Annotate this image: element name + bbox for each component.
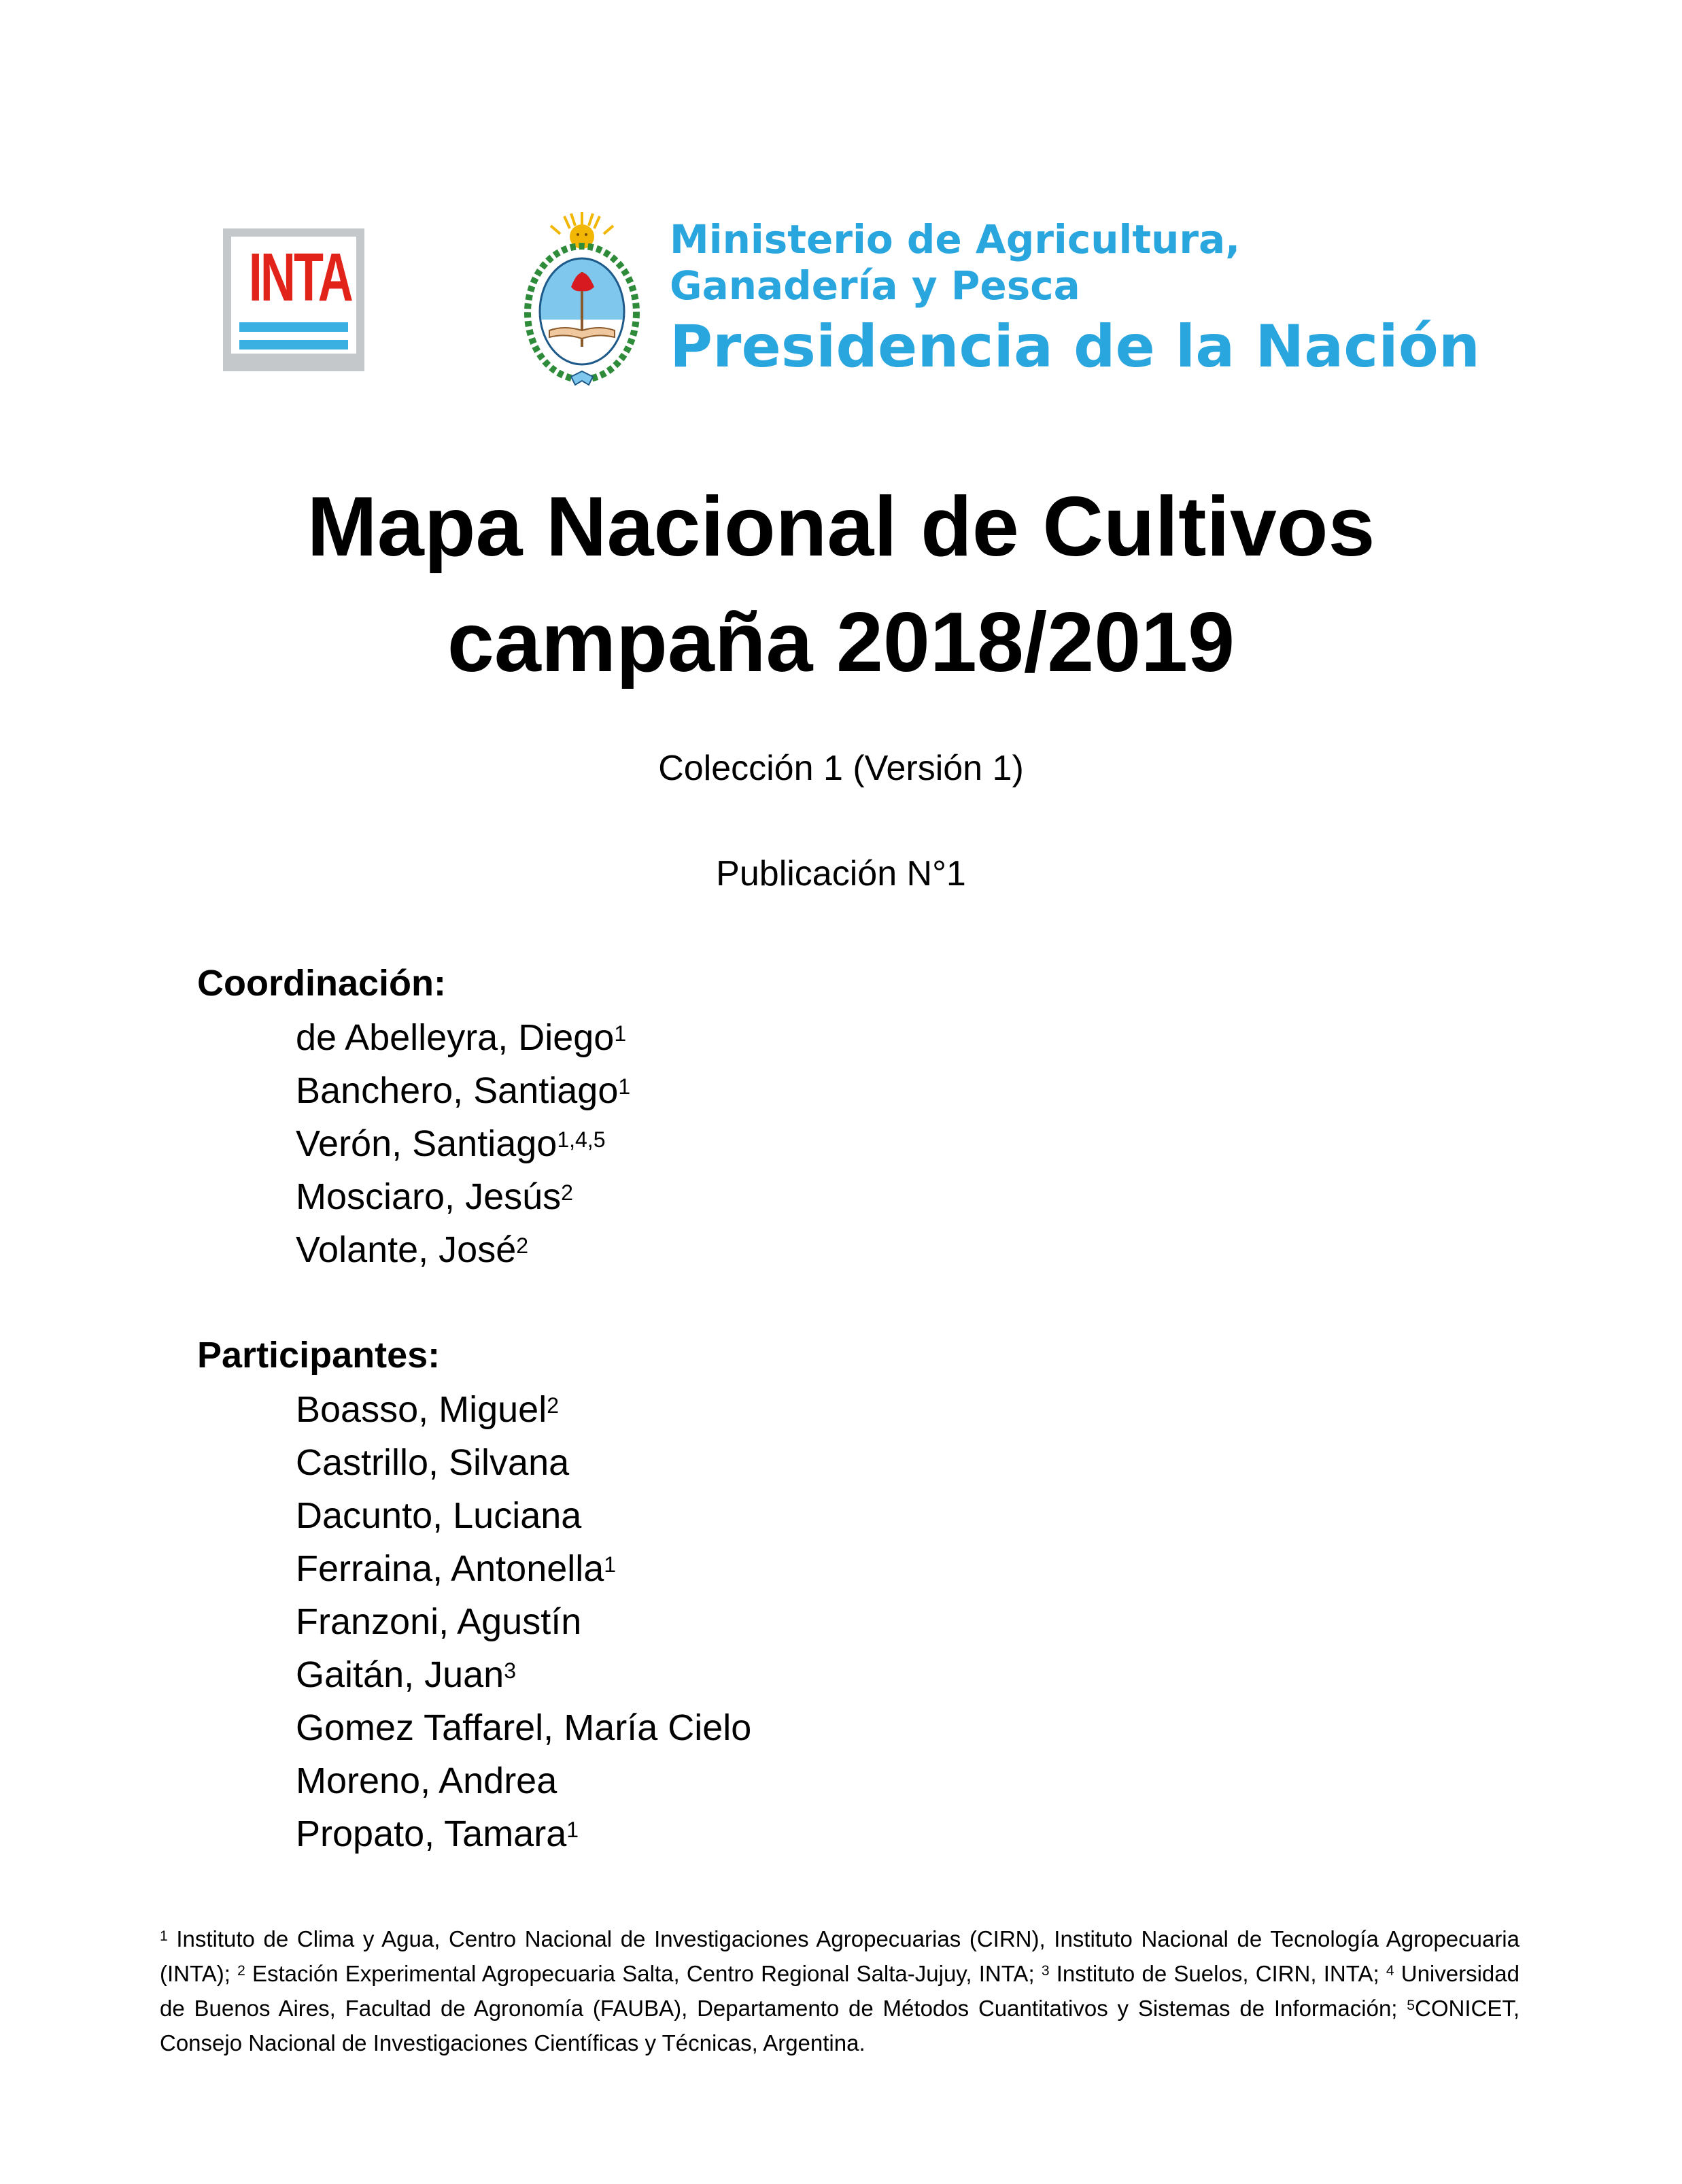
list-item (296, 1754, 751, 1807)
person-name: Ferraina, Antonella (296, 1548, 604, 1589)
person-name: Propato, Tamara (296, 1813, 567, 1854)
list-item (296, 1383, 751, 1436)
affiliation-mark: 3 (504, 1658, 516, 1683)
list-item (296, 1489, 751, 1542)
list-item (296, 1807, 751, 1860)
person-name: Mosciaro, Jesús (296, 1176, 562, 1217)
argentina-coat-of-arms-icon (524, 211, 640, 388)
ministry-line-2: Ganadería y Pesca (670, 262, 1080, 309)
person-name: Verón, Santiago (296, 1123, 557, 1164)
title-line-1: Mapa Nacional de Cultivos (307, 480, 1375, 574)
ministry-line-1: Ministerio de Agricultura, (670, 216, 1241, 262)
affiliation-mark: 1 (618, 1074, 631, 1099)
affiliation-mark: 2 (516, 1233, 529, 1258)
document-title (0, 469, 1682, 700)
coordination-list (296, 1011, 630, 1276)
person-name: Franzoni, Agustín (296, 1601, 582, 1642)
footnote-text: Instituto de Suelos, CIRN, INTA; (1049, 1961, 1386, 1986)
inta-logo-panel (231, 237, 356, 354)
affiliation-mark: 2 (547, 1393, 559, 1418)
coordination-heading: Coordinación: (197, 963, 446, 1004)
person-name: de Abelleyra, Diego (296, 1017, 615, 1058)
list-item (296, 1011, 630, 1064)
inta-logo-stripe-top (239, 322, 348, 332)
person-name: Banchero, Santiago (296, 1070, 619, 1111)
footnote-mark: 3 (1041, 1963, 1050, 1979)
person-name: Gomez Taffarel, María Cielo (296, 1707, 752, 1748)
list-item (296, 1436, 751, 1489)
person-name: Volante, José (296, 1229, 517, 1270)
list-item (296, 1648, 751, 1701)
person-name: Gaitán, Juan (296, 1654, 504, 1695)
list-item (296, 1117, 630, 1170)
list-item (296, 1701, 751, 1754)
presidency-line: Presidencia de la Nación (670, 313, 1481, 381)
footnote-mark: 4 (1386, 1963, 1394, 1979)
inta-logo (223, 228, 364, 371)
participants-heading: Participantes: (197, 1335, 441, 1376)
participants-list (296, 1383, 751, 1860)
person-name: Boasso, Miguel (296, 1389, 547, 1430)
list-item (296, 1064, 630, 1117)
list-item (296, 1170, 630, 1223)
affiliations-footnote (160, 1922, 1520, 2060)
publication-number: Publicación N°1 (716, 854, 966, 893)
footnote-text: CONICET, Consejo Nacional de Investigaciones Científicas y Técnicas, Argentina. (160, 1996, 1520, 2055)
list-item (296, 1223, 630, 1276)
collection-version: Colección 1 (Versión 1) (658, 749, 1024, 788)
inta-logo-text: INTA (248, 239, 351, 315)
inta-logo-stripe-bottom (239, 340, 348, 349)
affiliation-mark: 1 (614, 1021, 627, 1046)
footnote-text: Universidad de Buenos Aires, Facultad de Agronomía (FAUBA), Departamento de Métodos Cuantitativos y Sistemas de Información; (160, 1961, 1520, 2021)
title-line-2: campaña 2018/2019 (447, 596, 1235, 689)
footnote-text: Estación Experimental Agropecuaria Salta, Centro Regional Salta-Jujuy, INTA; (245, 1961, 1042, 1986)
ministry-heading (670, 216, 1480, 382)
footnote-text: Instituto de Clima y Agua, Centro Nacional de Investigaciones Agropecuarias (CIRN), Instituto Nacional de Tecnología Agropecuaria (INTA); (160, 1926, 1520, 1986)
affiliation-mark: 1,4,5 (557, 1127, 606, 1152)
footnote-mark: 5 (1407, 1998, 1415, 2013)
list-item (296, 1542, 751, 1595)
person-name: Castrillo, Silvana (296, 1442, 570, 1483)
footnote-mark: 2 (237, 1963, 245, 1979)
list-item (296, 1595, 751, 1648)
affiliation-mark: 1 (566, 1818, 579, 1842)
footnote-mark: 1 (160, 1928, 168, 1944)
affiliation-mark: 1 (604, 1552, 617, 1577)
person-name: Moreno, Andrea (296, 1760, 557, 1801)
person-name: Dacunto, Luciana (296, 1495, 582, 1536)
affiliation-mark: 2 (561, 1180, 573, 1205)
